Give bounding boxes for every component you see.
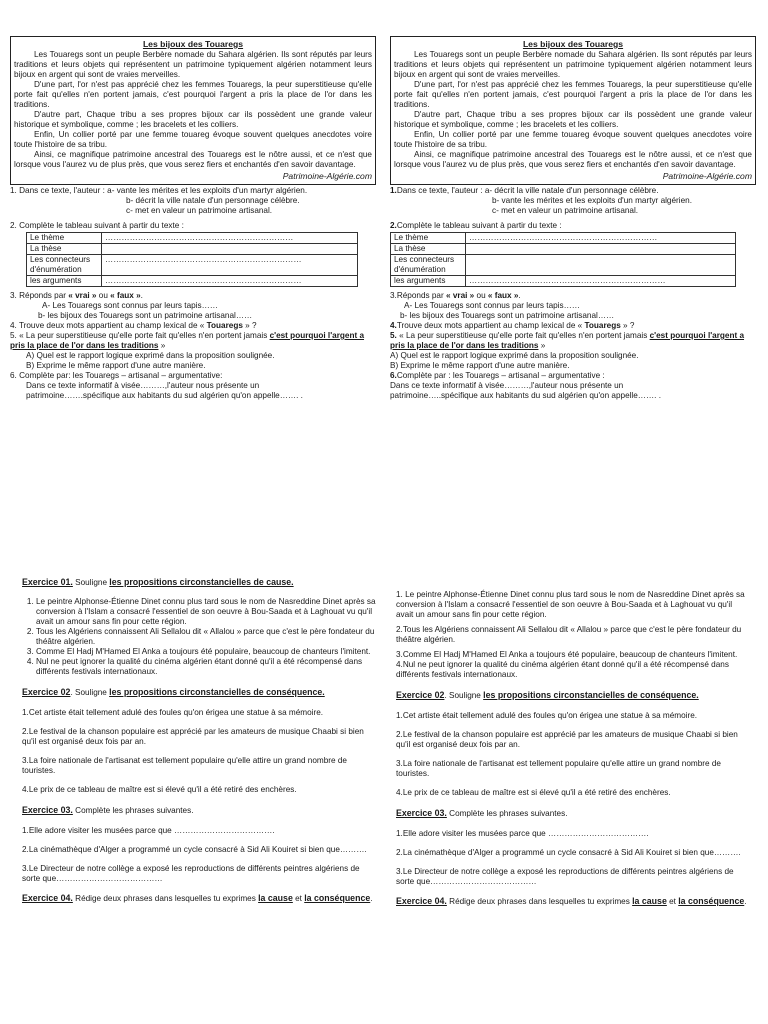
exercise-4-consequence: la conséquence [678, 896, 745, 906]
exercise-3-title: Exercice 03. [22, 805, 73, 815]
list-item: 2.La cinémathèque d'Alger a programmé un cycle consacré à Sid Ali Kouiret si bien que………. [396, 848, 741, 857]
question-5 [10, 331, 376, 351]
list-item: 4.Le prix de ce tableau de maître est si élevé qu'il a été retiré des enchères. [22, 785, 297, 794]
question-1-option-b: b- vante les mérites et les exploits d'un martyr algérien. [492, 195, 692, 205]
table-label: Le thème [391, 232, 466, 243]
question-3-ou: ou [96, 290, 111, 300]
exercise-4-end: . [744, 897, 747, 906]
list-item: 2.Tous les Algériens connaissent Ali Sellalou dit « Allalou » parce que c'est le père fondateur du théâtre algérien. [396, 625, 742, 644]
question-6-line: patrimoine…..spécifique aux habitants du sud algérien qu'on appelle……. . [390, 390, 662, 400]
questions-list [10, 186, 376, 401]
question-number: 1. [390, 185, 397, 195]
passage-paragraph: Les Touaregs sont un peuple Berbère nomade du Sahara algérien. Ils sont réputés par leurs traditions et leurs objets qui représentent un patrimoine typiquement algérien notamment leurs bijoux en argent qui sont de vraies merveilles. [394, 50, 752, 80]
list-item: 3.Le Directeur de notre collège a exposé les reproductions de différents peintres algériens de sorte que………………………………… [396, 867, 734, 886]
question-5-underlined: c'est pourquoi l'argent a pris la place de l'or dans les traditions [10, 330, 365, 350]
question-4-text: Trouve deux mots appartient au champ lexical de « [396, 320, 585, 330]
question-6-line: patrimoine…….spécifique aux habitants du sud algérien qu'on appelle……. . [26, 390, 303, 400]
right-exercises-section [396, 590, 748, 907]
passage-source: Patrimoine-Algérie.com [662, 171, 752, 182]
question-1-text: Dans ce texte, l'auteur : a- décrit la ville natale d'un personnage célèbre. [396, 185, 659, 195]
table-row [27, 275, 358, 286]
passage-paragraph: Ainsi, ce magnifique patrimoine ancestral des Touaregs est le nôtre aussi, et ce n'est que lorsque vous l'aurez vu de plus près, que vous serez fiers et enchantés d'en savoir davantage. [394, 150, 752, 170]
exercise-3-heading [22, 805, 378, 816]
exercise-4-cause: la cause [632, 896, 667, 906]
table-label: les arguments [391, 275, 466, 286]
exercise-1-heading [22, 577, 378, 588]
question-3-text: 3.Réponds par [390, 290, 446, 300]
table-answer-field: ……………………………………………………………… [102, 275, 358, 286]
question-4 [390, 321, 756, 331]
exercise-4-heading [396, 896, 748, 907]
passage-paragraph: D'autre part, Chaque tribu a ses propres bijoux car ils possèdent une grande valeur historique et symbolique, comme ; les bracelets et les colliers. [394, 110, 752, 130]
question-5-text: « La peur superstitieuse qu'elle porte fait qu'elles n'en portent jamais [396, 330, 650, 340]
question-2: 2. Complète le tableau suivant à partir du texte : [10, 220, 184, 230]
exercise-2-title: Exercice 02 [22, 687, 71, 697]
exercise-1-target: les propositions circonstancielles de cause. [109, 577, 294, 587]
answer-table [26, 232, 358, 287]
table-row [27, 243, 358, 254]
list-item: 1. Le peintre Alphonse-Étienne Dinet connu plus tard sous le nom de Nasreddine Dinet après sa conversion à l'Islam a consacré l'essentiel de son oeuvre à Bou-Saada et à Laghouat vu qu'il avait un amour sans fin pour cette région. [396, 590, 745, 619]
passage-title: Les bijoux des Touaregs [142, 39, 244, 49]
exercise-1-list [22, 597, 378, 677]
list-item: 1.Elle adore visiter les musées parce que ………………………………. [22, 826, 275, 835]
list-item: 2.La cinémathèque d'Alger a programmé un cycle consacré à Sid Ali Kouiret si bien que………. [22, 845, 367, 854]
exercise-2-heading [22, 687, 378, 698]
question-6: 6. Complète par: les Touaregs – artisanal – argumentative: [10, 370, 223, 380]
exercise-2-target: les propositions circonstancielles de conséquence. [109, 687, 325, 697]
table-row [391, 243, 736, 254]
passage-paragraph: D'une part, l'or n'est pas apprécié chez les femmes Touaregs, la peur superstitieuse qu'elle porte fait qu'elles n'en portent jamais, c'est pourquoi l'argent a pris la place de l'or dans les traditions. [394, 80, 752, 110]
exercise-2-title: Exercice 02 [396, 690, 445, 700]
table-row [391, 275, 736, 286]
exercise-4-instruction: Rédige deux phrases dans lesquelles tu exprimes [72, 894, 259, 903]
answer-table [390, 232, 736, 287]
table-row [27, 254, 358, 275]
list-item: 1.Cet artiste était tellement adulé des foules qu'on érigea une statue à sa mémoire. [396, 711, 698, 720]
question-6-line: Dans ce texte informatif à visée………,l'auteur nous présente un [390, 380, 624, 390]
question-5-underlined: c'est pourquoi l'argent a pris la place de l'or dans les traditions [390, 330, 745, 350]
table-label: Les connecteurs d'énumération [27, 254, 102, 275]
question-number: 4. [390, 320, 397, 330]
table-label: La thèse [391, 243, 466, 254]
question-number: 2. [390, 220, 397, 230]
exercise-4-cause: la cause [258, 893, 293, 903]
question-3 [390, 291, 756, 301]
question-3-vrai: « vrai » [68, 290, 97, 300]
right-reading-box-section [390, 36, 756, 401]
table-answer-field [102, 243, 358, 254]
question-number: 5. [390, 330, 397, 340]
table-answer-field: …………………………………………………………… [102, 232, 358, 243]
table-answer-field [466, 243, 736, 254]
list-item: 3.Comme El Hadj M'Hamed El Anka a toujours été populaire, beaucoup de chanteurs l'imitent. [396, 650, 738, 659]
question-5-item-b: B) Exprime le même rapport d'une autre manière. [390, 360, 570, 370]
list-item: 4.Nul ne peut ignorer la qualité du cinéma algérien étant donné qu'il a été récompensé dans différents festivals internationaux. [396, 660, 729, 679]
passage-paragraph: Les Touaregs sont un peuple Berbère nomade du Sahara algérien. Ils sont réputés par leurs traditions et leurs objets qui représentent un patrimoine typiquement algérien notamment leurs bijoux en argent qui sont de vraies merveilles. [14, 50, 372, 80]
exercise-4-title: Exercice 04. [396, 896, 447, 906]
question-5-item-b: B) Exprime le même rapport d'une autre manière. [26, 360, 206, 370]
table-label: Le thème [27, 232, 102, 243]
question-3-item-b: b- les bijoux des Touaregs sont un patrimoine artisanal…… [400, 310, 615, 320]
exercise-4-title: Exercice 04. [22, 893, 73, 903]
exercise-4-consequence: la conséquence [304, 893, 371, 903]
question-3-item-a: A- Les Touaregs sont connus par leurs tapis…… [42, 300, 218, 310]
list-item: 3.Le Directeur de notre collège a exposé les reproductions de différents peintres algériens de sorte que………………………………… [22, 864, 360, 883]
question-1: 1. Dans ce texte, l'auteur : a- vante les mérites et les exploits d'un martyr algérien. [10, 185, 308, 195]
question-3-text: 3. Réponds par [10, 290, 69, 300]
list-item: 2. Tous les Algériens connaissent Ali Sellalou dit « Allalou » parce que c'est le père fondateur du théâtre algérien. [36, 627, 378, 647]
table-row [27, 232, 358, 243]
left-reading-box-section [10, 36, 376, 401]
list-item: 3.La foire nationale de l'artisanat est tellement populaire qu'elle attire un grand nombre de touristes. [396, 759, 721, 778]
table-label: les arguments [27, 275, 102, 286]
exercise-4-and: et [666, 897, 679, 906]
passage-title: Les bijoux des Touaregs [522, 39, 624, 49]
exercise-2-heading [396, 690, 748, 701]
question-5-end: » [538, 340, 546, 350]
question-1-option-c: c- met en valeur un patrimoine artisanal. [492, 205, 639, 215]
table-answer-field: ……………………………………………………………… [102, 254, 358, 275]
question-5 [390, 331, 756, 351]
question-number: 6. [390, 370, 397, 380]
list-item: 3.La foire nationale de l'artisanat est tellement populaire qu'elle attire un grand nombre de touristes. [22, 756, 347, 775]
passage-paragraph: Enfin, Un collier porté par une femme touareg évoque souvent quelques anecdotes voire toute l'histoire de sa tribu. [394, 130, 752, 150]
exercise-2-target: les propositions circonstancielles de conséquence. [483, 690, 699, 700]
question-4-word: Touaregs [206, 320, 243, 330]
question-6-text: Complète par : les Touaregs – artisanal – argumentative : [396, 370, 605, 380]
questions-list [390, 186, 756, 401]
exercise-2-instruction: . Souligne [70, 688, 110, 697]
list-item: 2.Le festival de la chanson populaire est apprécié par les amateurs de musique Chaabi si bien qu'il est organisé deux fois par an. [22, 727, 364, 746]
question-4-end: » ? [242, 320, 257, 330]
question-3 [10, 291, 376, 301]
passage-paragraph: Ainsi, ce magnifique patrimoine ancestral des Touaregs est le nôtre aussi, et ce n'est que lorsque vous l'aurez vu de plus près, que vous serez fiers et enchantés d'en savoir davantage. [14, 150, 372, 170]
table-answer-field [466, 254, 736, 275]
question-5-item-a: A) Quel est le rapport logique exprimé dans la proposition soulignée. [390, 350, 639, 360]
list-item: 1.Cet artiste était tellement adulé des foules qu'on érigea une statue à sa mémoire. [22, 708, 324, 717]
table-label: Les connecteurs d'énumération [391, 254, 466, 275]
list-item: 1. Le peintre Alphonse-Étienne Dinet connu plus tard sous le nom de Nasreddine Dinet après sa conversion à l'Islam a consacré l'essentiel de son oeuvre à Bou-Saada et à Laghouat vu qu'il avait un amour sans fin pour cette région. [36, 597, 378, 627]
question-3-end: . [518, 290, 521, 300]
exercise-3-instruction: Complète les phrases suivantes. [72, 806, 194, 815]
question-6 [390, 371, 756, 381]
question-1-option-c: c- met en valeur un patrimoine artisanal. [126, 205, 273, 215]
exercise-2-instruction: . Souligne [444, 691, 484, 700]
table-row [391, 254, 736, 275]
reading-passage-box [390, 36, 756, 185]
reading-passage-box [10, 36, 376, 185]
question-3-item-b: b- les bijoux des Touaregs sont un patrimoine artisanal…… [38, 310, 253, 320]
question-5-item-a: A) Quel est le rapport logique exprimé dans la proposition soulignée. [26, 350, 275, 360]
list-item: 3. Comme El Hadj M'Hamed El Anka a toujours été populaire, beaucoup de chanteurs l'imitent. [36, 647, 378, 657]
exercise-4-heading [22, 893, 378, 904]
exercise-1-title: Exercice 01. [22, 577, 73, 587]
table-label: La thèse [27, 243, 102, 254]
question-2 [390, 221, 756, 231]
question-6-line: Dans ce texte informatif à visée………,l'auteur nous présente un [26, 380, 260, 390]
passage-paragraph: Enfin, Un collier porté par une femme touareg évoque souvent quelques anecdotes voire toute l'histoire de sa tribu. [14, 130, 372, 150]
list-item: 4. Nul ne peut ignorer la qualité du cinéma algérien étant donné qu'il a été récompensé dans différents festivals internationaux. [36, 657, 378, 677]
question-1-option-b: b- décrit la ville natale d'un personnage célèbre. [126, 195, 300, 205]
list-item: 4.Le prix de ce tableau de maître est si élevé qu'il a été retiré des enchères. [396, 788, 671, 797]
question-2-text: Complète le tableau suivant à partir du texte : [396, 220, 562, 230]
exercise-1-instruction: Souligne [72, 578, 110, 587]
question-5-text: 5. « La peur superstitieuse qu'elle porte fait qu'elles n'en portent jamais [10, 330, 270, 340]
exercise-4-instruction: Rédige deux phrases dans lesquelles tu exprimes [446, 897, 633, 906]
question-4-text: 4. Trouve deux mots appartient au champ lexical de « [10, 320, 207, 330]
list-item: 2.Le festival de la chanson populaire est apprécié par les amateurs de musique Chaabi si bien qu'il est organisé deux fois par an. [396, 730, 738, 749]
exercise-3-title: Exercice 03. [396, 808, 447, 818]
question-4-end: » ? [620, 320, 635, 330]
question-3-vrai: « vrai » [446, 290, 475, 300]
table-answer-field: ……………………………………………………………… [466, 275, 736, 286]
exercise-4-end: . [370, 894, 373, 903]
passage-source: Patrimoine-Algérie.com [282, 171, 372, 182]
question-3-faux: « faux » [487, 290, 519, 300]
question-1 [390, 186, 756, 196]
question-3-ou: ou [474, 290, 488, 300]
passage-paragraph: D'autre part, Chaque tribu a ses propres bijoux car ils possèdent une grande valeur historique et symbolique, comme ; les bracelets et les colliers. [14, 110, 372, 130]
table-row [391, 232, 736, 243]
left-exercises-section [22, 577, 378, 904]
question-4 [10, 321, 376, 331]
exercise-3-instruction: Complète les phrases suivantes. [446, 809, 568, 818]
passage-paragraph: D'une part, l'or n'est pas apprécié chez les femmes Touaregs, la peur superstitieuse qu'elle porte fait qu'elles n'en portent jamais, c'est pourquoi l'argent a pris la place de l'or dans les traditions. [14, 80, 372, 110]
list-item: 1.Elle adore visiter les musées parce que ………………………………. [396, 829, 649, 838]
exercise-3-heading [396, 808, 748, 819]
question-5-end: » [158, 340, 166, 350]
question-4-word: Touaregs [584, 320, 621, 330]
question-3-item-a: A- Les Touaregs sont connus par leurs tapis…… [404, 300, 580, 310]
question-3-end: . [140, 290, 143, 300]
question-3-faux: « faux » [110, 290, 141, 300]
exercise-4-and: et [292, 894, 305, 903]
table-answer-field: …………………………………………………………… [466, 232, 736, 243]
